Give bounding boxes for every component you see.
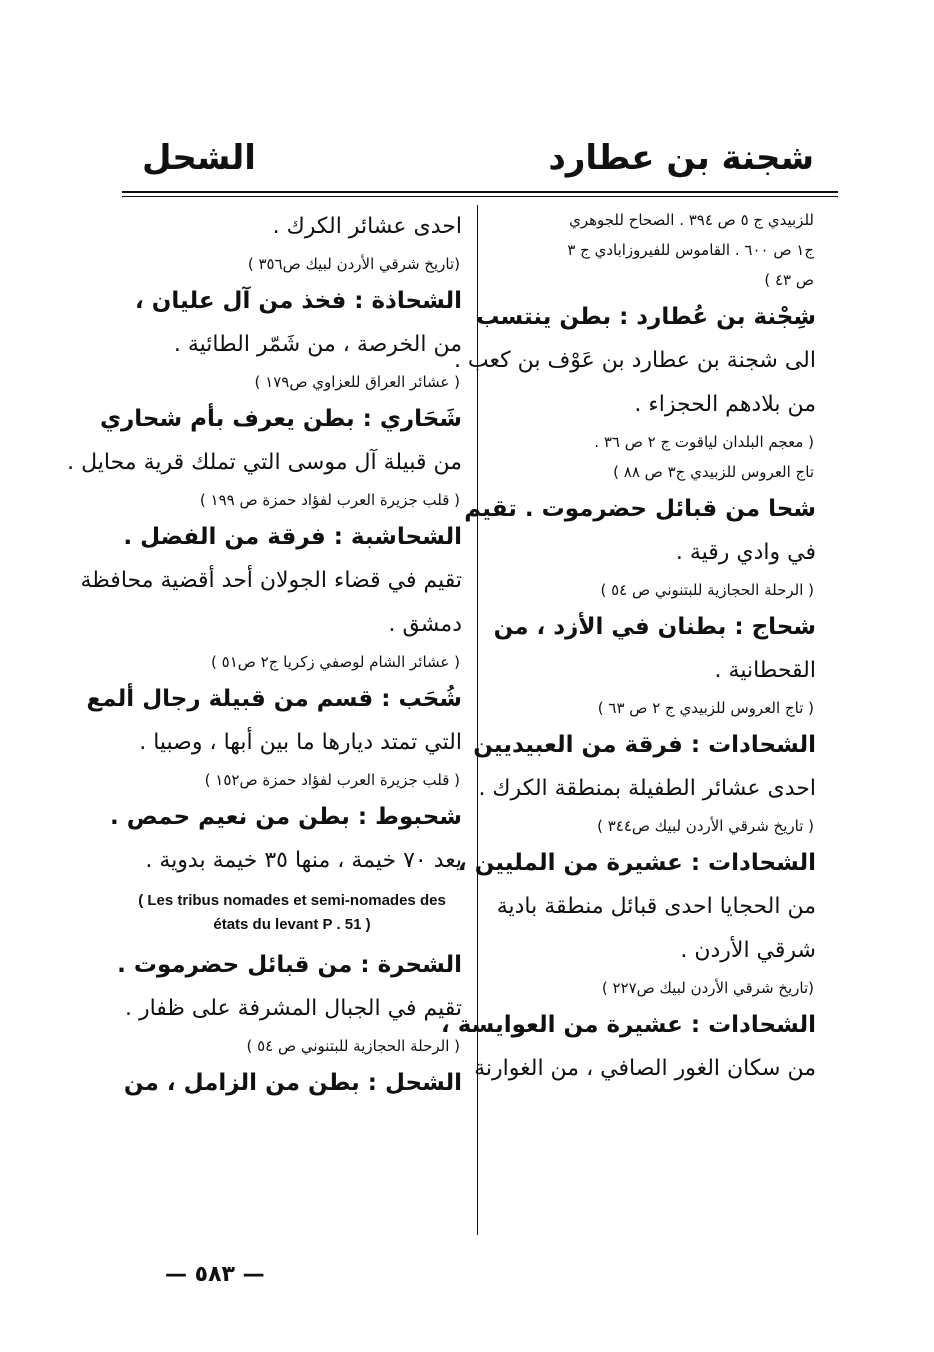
entry-text-line: في وادي رقية .	[675, 540, 816, 565]
citation-line: تاج العروس للزبيدي ج٣ ص ٨٨ )	[613, 463, 814, 481]
entry-heading-line: شِجْنة بن عُطارد : بطن ينتسب	[476, 304, 816, 330]
entry-text-line: من الحجايا احدى قبائل منطقة بادية	[496, 894, 816, 919]
entry-text-line: من قبيلة آل موسى التي تملك قرية محايل .	[67, 450, 462, 475]
entry-text-line: القحطانية .	[714, 658, 816, 683]
entry-heading-line: الشحل : بطن من الزامل ، من	[123, 1070, 462, 1096]
entry-heading-line: الشحادات : عشيرة من المليين ،	[457, 850, 816, 876]
entry-heading-line: شحا من قبائل حضرموت . تقيم	[464, 496, 816, 522]
entry-heading-line: الشحادات : فرقة من العبيديين	[473, 732, 816, 758]
citation-line: (تاريخ شرقي الأردن لبيك ص٣٥٦ )	[247, 255, 460, 273]
entry-text-line: شرقي الأردن .	[680, 938, 816, 963]
citation-line: ص ٤٣ )	[764, 271, 814, 289]
citation-line: ( الرحلة الحجازية للبتنوني ص ٥٤ )	[600, 581, 814, 599]
entry-text-line: دمشق .	[388, 612, 462, 637]
entry-heading-line: الشحرة : من قبائل حضرموت .	[117, 952, 462, 978]
entry-text-line: الى شجنة بن عطارد بن عَوْف بن كعب .	[453, 348, 816, 373]
entry-heading-line: شُحَب : قسم من قبيلة رجال ألمع	[86, 686, 462, 712]
citation-line: ( عشائر العراق للعزاوي ص١٧٩ )	[254, 373, 460, 391]
right-column	[440, 205, 816, 1091]
page-number: — ٥٨٣ —	[165, 1262, 265, 1287]
citation-line: للزبيدي ج ٥ ص ٣٩٤ . الصحاح للجوهري	[569, 211, 814, 229]
latin-citation: ( Les tribus nomades et semi-nomades des états du levant P . 51 )	[138, 892, 446, 933]
entry-text-line: احدى عشائر الطفيلة بمنطقة الكرك .	[478, 776, 816, 801]
entry-heading-line: الشحاشبة : فرقة من الفضل .	[123, 524, 462, 550]
running-head-right: شجنة بن عطارد	[548, 138, 814, 178]
entry-text-line: احدى عشائر الكرك .	[272, 214, 462, 239]
entry-text-line: التي تمتد ديارها ما بين أبها ، وصبيا .	[139, 730, 462, 755]
entry-heading-line: الشحاذة : فخذ من آل عليان ،	[135, 288, 462, 314]
entry-text-line: من بلادهم الحجزاء .	[634, 392, 816, 417]
left-column	[67, 205, 462, 1105]
citation-line: ( قلب جزيرة العرب لفؤاد حمزة ص١٥٢ )	[204, 771, 460, 789]
citation-line: ج١ ص ٦٠٠ . القاموس للفيروزابادي ج ٣	[567, 241, 814, 259]
entry-heading-line: شحاج : بطنان في الأزد ، من	[493, 614, 816, 640]
entry-heading-line: شحبوط : بطن من نعيم حمص .	[110, 804, 462, 830]
entry-text-line: تقيم في قضاء الجولان أحد أقضية محافظة	[80, 568, 462, 593]
citation-line: ( عشائر الشام لوصفي زكريا ج٢ ص٥١ )	[211, 653, 460, 671]
entry-heading-line: شَحَاري : بطن يعرف بأم شحاري	[99, 406, 462, 432]
entry-text-line: يعد ٧٠ خيمة ، منها ٣٥ خيمة بدوية .	[145, 848, 462, 873]
header-rule-thin	[122, 196, 838, 197]
entry-text-line: تقيم في الجبال المشرفة على ظفار .	[124, 996, 462, 1021]
citation-line: ( تاج العروس للزبيدي ج ٢ ص ٦٣ )	[597, 699, 814, 717]
citation-line: ( الرحلة الحجازية للبتنوني ص ٥٤ )	[246, 1037, 460, 1055]
citation-line: ( معجم البلدان لياقوت ج ٢ ص ٣٦ .	[594, 433, 814, 451]
entry-text-line: من سكان الغور الصافي ، من الغوارنة	[474, 1056, 816, 1081]
citation-line: (تاريخ شرقي الأردن لبيك ص٢٢٧ )	[601, 979, 814, 997]
citation-line: ( تاريخ شرقي الأردن لبيك ص٣٤٤ )	[597, 817, 814, 835]
entry-heading-line: الشحادات : عشيرة من العوايسة ،	[440, 1012, 816, 1038]
citation-line: ( قلب جزيرة العرب لفؤاد حمزة ص ١٩٩ )	[199, 491, 460, 509]
running-head-left: الشحل	[142, 138, 256, 178]
entry-text-line: من الخرصة ، من شَمّر الطائية .	[173, 332, 462, 357]
header-rule	[122, 191, 838, 193]
